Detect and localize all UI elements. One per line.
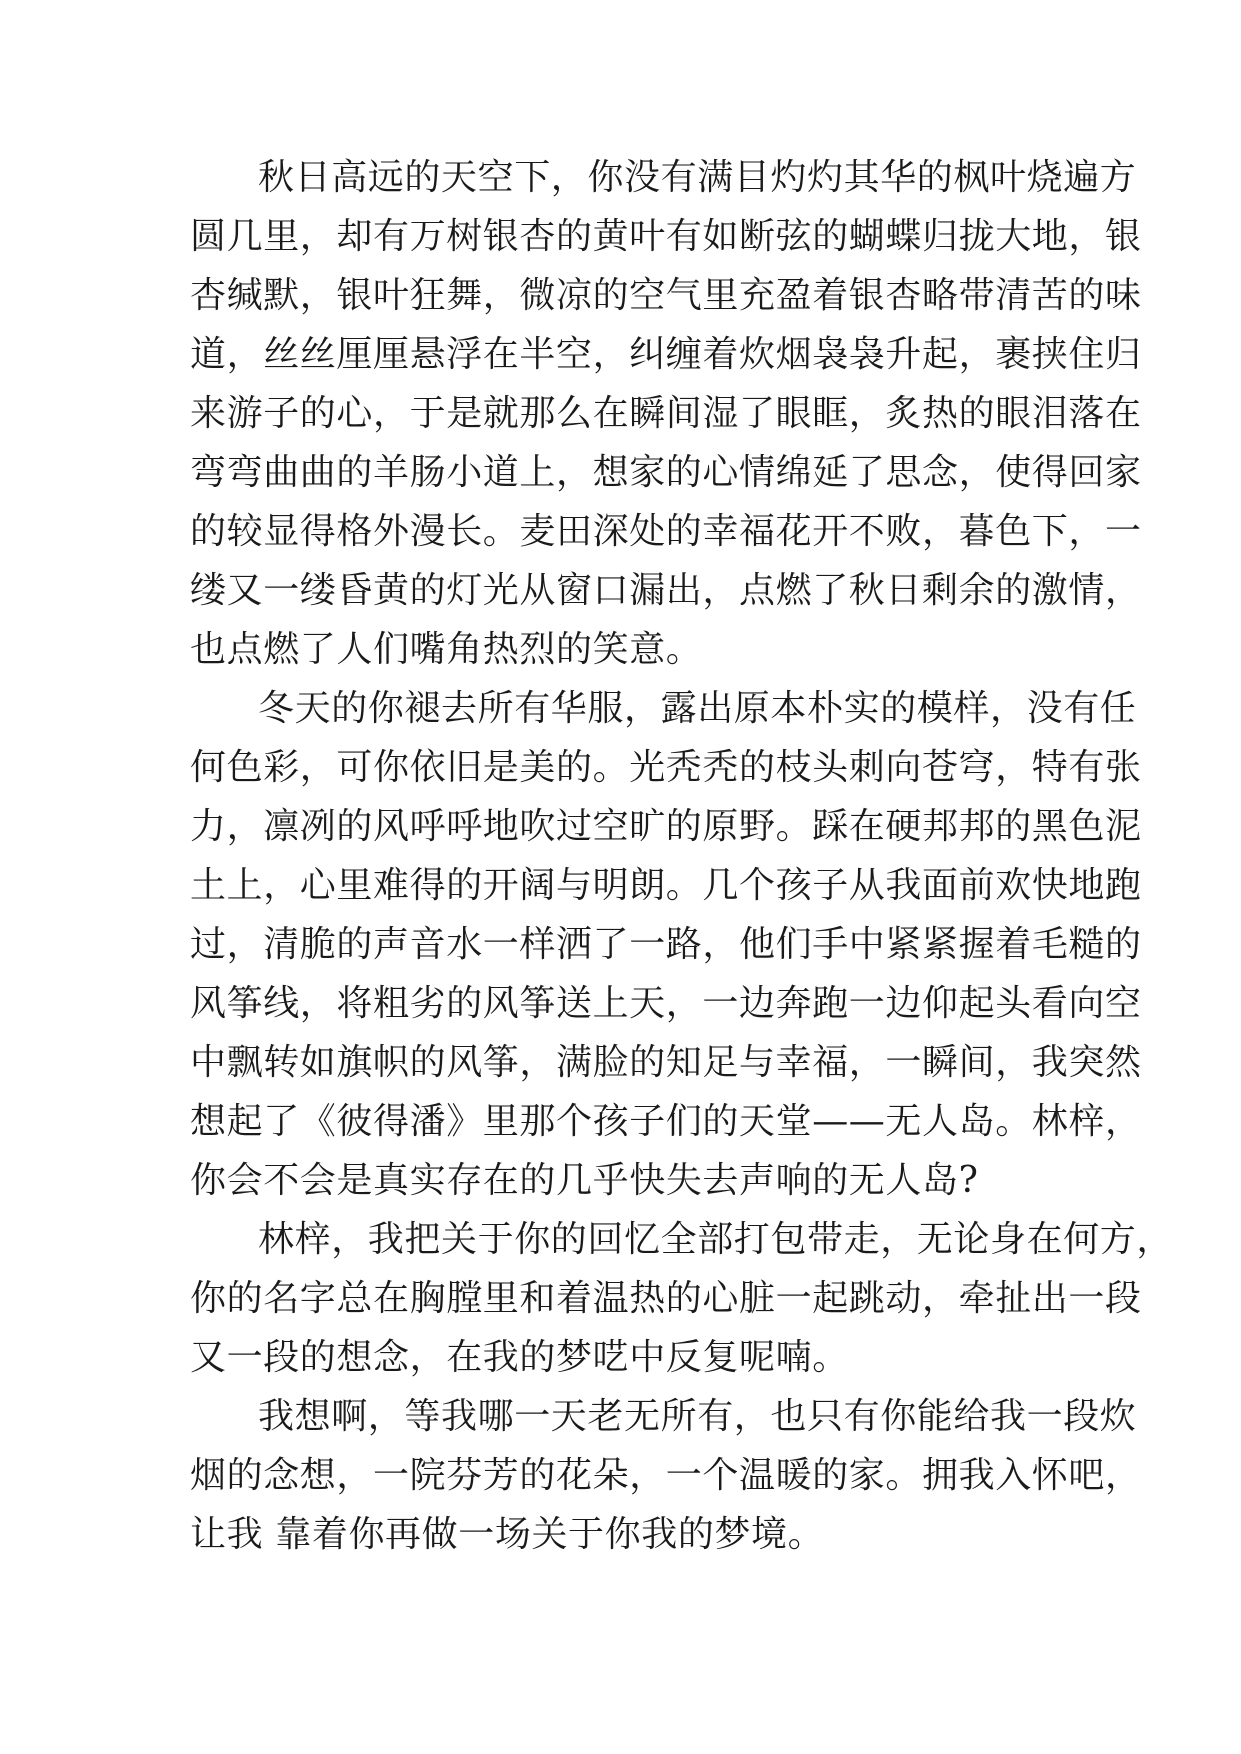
paragraph-4-line-1: 我想啊，等我哪一天老无所有，也只有你能给我一段炊	[258, 1396, 1137, 1437]
paragraph-2-line-1: 冬天的你褪去所有华服，露出原本朴实的模样，没有任	[258, 688, 1137, 729]
paragraph-2-line-8: 想起了《彼得潘》里那个孩子们的天堂——无人岛。林梓，	[190, 1101, 1142, 1142]
paragraph-4-line-2: 烟的念想，一院芬芳的花朵，一个温暖的家。拥我入怀吧，	[190, 1455, 1142, 1496]
paragraph-1-line-4: 道，丝丝厘厘悬浮在半空，纠缠着炊烟袅袅升起，裹挟住归	[190, 334, 1142, 375]
paragraph-1-line-5: 来游子的心，于是就那么在瞬间湿了眼眶，炙热的眼泪落在	[190, 393, 1142, 434]
paragraph-1-line-6: 弯弯曲曲的羊肠小道上，想家的心情绵延了思念，使得回家	[190, 452, 1142, 493]
paragraph-2-line-5: 过，清脆的声音水一样洒了一路，他们手中紧紧握着毛糙的	[190, 924, 1142, 965]
paragraph-3-line-3: 又一段的想念，在我的梦呓中反复呢喃。	[190, 1337, 849, 1378]
paragraph-4-line-3: 让我 靠着你再做一场关于你我的梦境。	[190, 1514, 825, 1555]
paragraph-1-line-2: 圆几里，却有万树银杏的黄叶有如断弦的蝴蝶归拢大地，银	[190, 216, 1142, 257]
paragraph-3-line-1: 林梓，我把关于你的回忆全部打包带走，无论身在何方，	[258, 1219, 1174, 1260]
paragraph-2-line-4: 土上，心里难得的开阔与明朗。几个孩子从我面前欢快地跑	[190, 865, 1142, 906]
paragraph-1-line-1: 秋日高远的天空下，你没有满目灼灼其华的枫叶烧遍方	[258, 157, 1137, 198]
paragraph-1-line-7: 的较显得格外漫长。麦田深处的幸福花开不败，暮色下，一	[190, 511, 1142, 552]
paragraph-1-line-3: 杏缄默，银叶狂舞，微凉的空气里充盈着银杏略带清苦的味	[190, 275, 1142, 316]
paragraph-1-line-8: 缕又一缕昏黄的灯光从窗口漏出，点燃了秋日剩余的激情，	[190, 570, 1142, 611]
paragraph-2-line-7: 中飘转如旗帜的风筝，满脸的知足与幸福，一瞬间，我突然	[190, 1042, 1142, 1083]
paragraph-1-line-9: 也点燃了人们嘴角热烈的笑意。	[190, 629, 703, 670]
paragraph-2-line-9: 你会不会是真实存在的几乎快失去声响的无人岛?	[190, 1160, 979, 1201]
paragraph-2-line-2: 何色彩，可你依旧是美的。光秃秃的枝头刺向苍穹，特有张	[190, 747, 1142, 788]
paragraph-3-line-2: 你的名字总在胸膛里和着温热的心脏一起跳动，牵扯出一段	[190, 1278, 1142, 1319]
paragraph-2-line-3: 力，凛冽的风呼呼地吹过空旷的原野。踩在硬邦邦的黑色泥	[190, 806, 1142, 847]
paragraph-2-line-6: 风筝线，将粗劣的风筝送上天，一边奔跑一边仰起头看向空	[190, 983, 1142, 1024]
